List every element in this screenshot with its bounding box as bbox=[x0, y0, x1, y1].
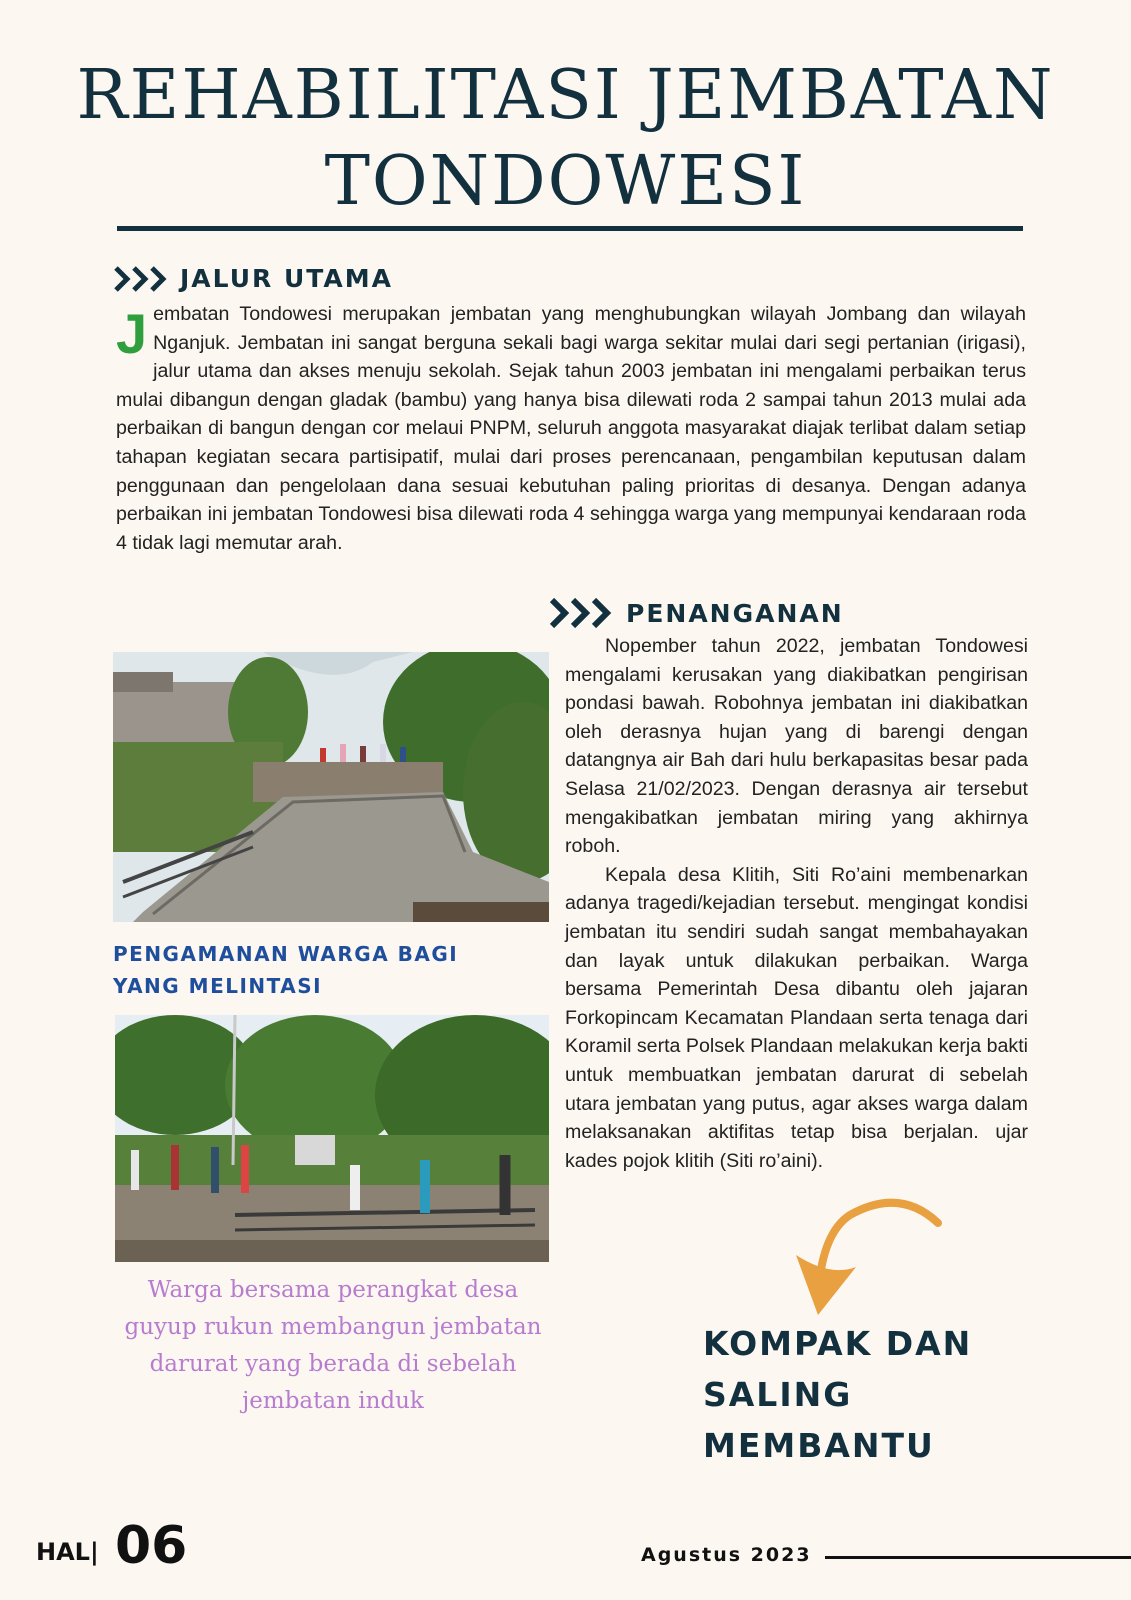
photo-caption-community: Warga bersama perangkat desa guyup rukun membangun jembatan darurat yang berada di sebelah jembatan induk bbox=[124, 1277, 542, 1414]
community-work-photo bbox=[115, 1015, 549, 1262]
footer-rule bbox=[825, 1556, 1131, 1559]
page-title-line1: REHABILITASI JEMBATAN bbox=[76, 56, 1055, 135]
section-heading-label: PENANGANAN bbox=[626, 598, 844, 628]
intro-text: embatan Tondowesi merupakan jembatan yang menghubungkan wilayah Jombang dan wilayah Nganjuk. Jembatan ini sangat berguna sekali bagi warga sekitar mulai dari segi pertanian (irigasi), jalur utama dan akses menuju sekolah. Sejak tahun 2003 jembatan ini mengalami perbaikan terus mulai dibangun dengan gladak (bambu) yang hanya bisa dilewati roda 2 sampai tahun 2013 mulai ada perbaikan di bangun dengan cor melaui PNPM, seluruh anggota masyarakat diajak terlibat dalam setiap tahapan kegiatan secara partisipatif, mulai dari proses perencanaan, pengambilan keputusan dalam penggunaan dan pengelolaan dana sesuai kebutuhan paling prioritas di desanya. Dengan adanya perbaikan ini jembatan Tondowesi bisa dilewati roda 4 sehingga warga yang mempunyai kendaraan roda 4 tidak lagi memutar arah. bbox=[116, 303, 1026, 554]
section-heading-jalur-utama bbox=[114, 264, 393, 293]
section-heading-penanganan bbox=[550, 596, 844, 630]
handling-paragraph-1: Nopember tahun 2022, jembatan Tondowesi mengalami kerusakan yang diakibatkan pengirisan pondasi bawah. Robohnya jembatan ini diakibatkan oleh derasnya hujan yang di barengi dengan datangnya air Bah dari hulu berkapasitas besar pada Selasa 21/02/2023. Dengan derasnya air tersebut mengakibatkan jembatan miring yang akhirnya roboh. bbox=[565, 635, 1028, 858]
section-heading-label: JALUR UTAMA bbox=[180, 264, 393, 293]
page-number: 06 bbox=[115, 1516, 188, 1576]
page-title-line2: TONDOWESI bbox=[324, 142, 807, 221]
photo-caption-safety: PENGAMANAN WARGA BAGI YANG MELINTASI bbox=[113, 942, 459, 998]
curved-arrow-icon bbox=[770, 1195, 950, 1325]
callout-line-2: SALING bbox=[703, 1375, 853, 1414]
triple-chevron-icon bbox=[550, 596, 620, 630]
triple-chevron-icon bbox=[114, 265, 174, 293]
callout-line-1: KOMPAK DAN bbox=[703, 1324, 973, 1363]
callout-line-3: MEMBANTU bbox=[703, 1426, 935, 1465]
collapsed-bridge-photo bbox=[113, 652, 549, 922]
callout-text bbox=[703, 1318, 972, 1471]
title-divider bbox=[117, 226, 1023, 231]
page-label: HAL| bbox=[36, 1538, 99, 1566]
handling-paragraph-2: Kepala desa Klitih, Siti Ro’aini membenarkan adanya tragedi/kejadian tersebut. mengingat kondisi jembatan itu sendiri sudah sangat membahayakan dan layak untuk dilakukan perbaikan. Warga bersama Pemerintah Desa dibantu oleh jajaran Forkopincam Kecamatan Plandaan serta tenaga dari Koramil serta Polsek Plandaan melakukan kerja bakti untuk membuatkan jembatan darurat di sebelah utara jembatan yang putus, agar akses warga dalam melaksanakan aktifitas tetap bisa berjalan. ujar kades pojok klitih (Siti ro’aini). bbox=[565, 863, 1028, 1172]
handling-column bbox=[565, 632, 1028, 1175]
intro-paragraph bbox=[116, 300, 1026, 557]
drop-cap: J bbox=[116, 302, 148, 365]
issue-date: Agustus 2023 bbox=[641, 1544, 812, 1566]
